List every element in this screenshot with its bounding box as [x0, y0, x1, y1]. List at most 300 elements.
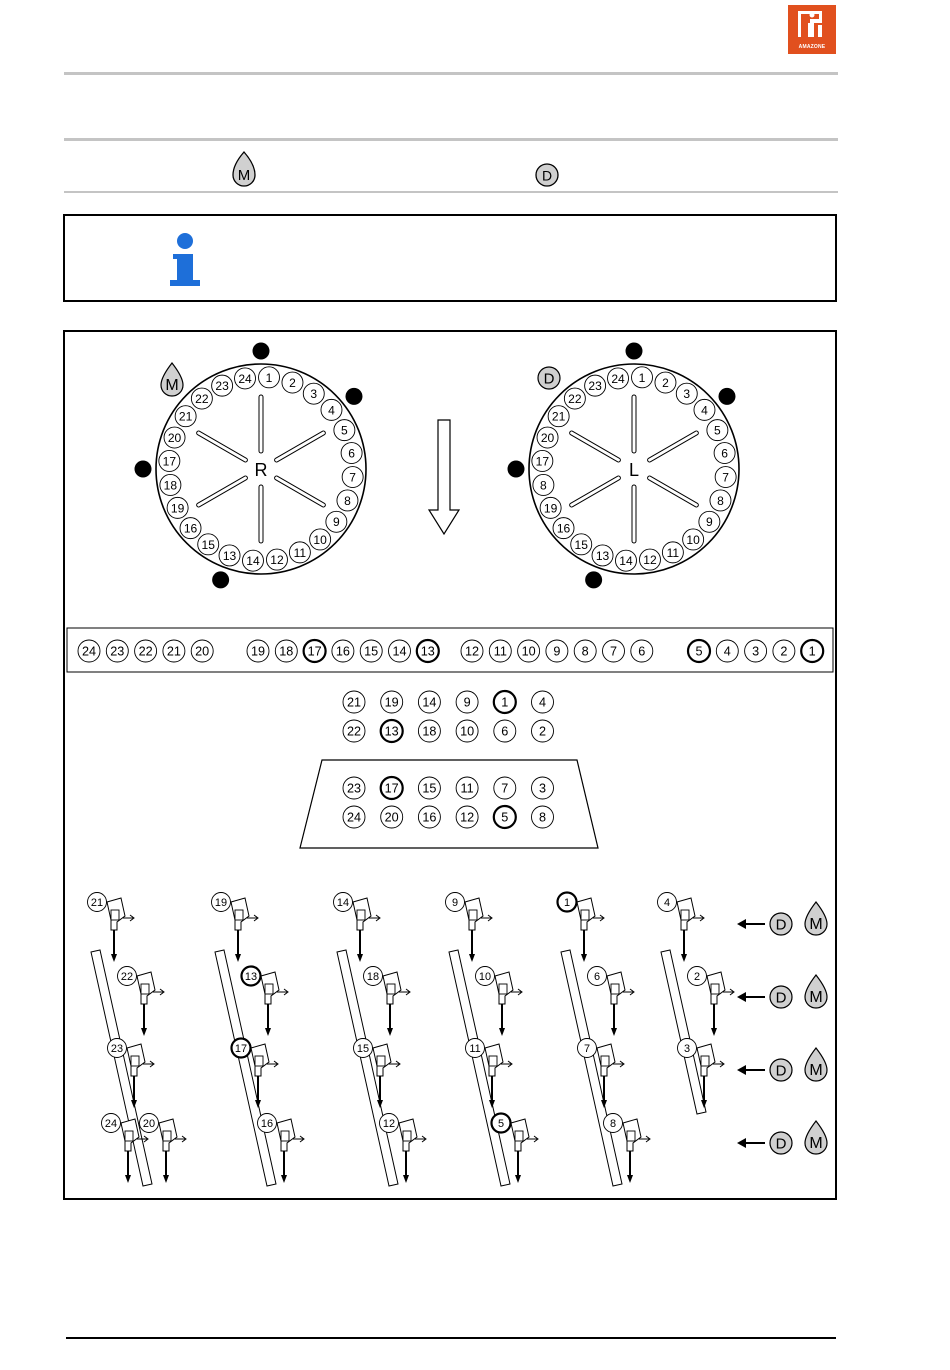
side-marker-d: [770, 1132, 792, 1154]
seed-grid-hopper-cell-label: 16: [422, 810, 437, 825]
outlet-label: 6: [348, 446, 355, 461]
outlet-label: 20: [540, 430, 555, 445]
outlet: [564, 388, 585, 409]
seed-grid-top-cell: [532, 720, 554, 742]
outlet: [571, 534, 592, 555]
seed-grid-hopper-cell: [532, 806, 554, 828]
outlet-label: 8: [717, 493, 724, 508]
row-strip-cell: [801, 640, 823, 662]
row-strip-cell: [518, 640, 540, 662]
outlet: [715, 467, 736, 488]
outlet-shutoff-dot: [585, 571, 602, 588]
outlet: [191, 388, 212, 409]
row-strip-cell: [304, 640, 326, 662]
legend-d-symbol: [534, 162, 560, 188]
seed-grid-hopper-cell-label: 11: [460, 781, 474, 796]
row-strip-cell: [716, 640, 738, 662]
outlet-label: 7: [722, 470, 730, 485]
outlet-label: 14: [619, 554, 633, 569]
side-marker-m: [805, 902, 827, 935]
row-strip-cell: [106, 640, 128, 662]
coulter-unit-number: [476, 967, 495, 986]
outlet-label: 22: [568, 391, 582, 406]
coulter-unit: [231, 898, 258, 962]
seed-grid-top-cell-label: 13: [384, 724, 399, 739]
outlet: [707, 420, 728, 441]
row-strip-cell: [247, 640, 269, 662]
outlet: [326, 511, 347, 532]
seed-grid-top-cell-label: 21: [346, 695, 362, 710]
row-strip-cell: [163, 640, 185, 662]
seed-grid-hopper-cell-label: 3: [538, 781, 547, 796]
seed-grid-top-cell: [494, 720, 516, 742]
outlet-label: 24: [611, 371, 625, 386]
row-strip-cell-label: 4: [723, 644, 731, 659]
outlet-label: 13: [595, 548, 610, 563]
row-strip-cell: [461, 640, 483, 662]
outlet: [321, 399, 342, 420]
row-strip-cell-label: 2: [780, 644, 788, 659]
row-strip-cell: [745, 640, 767, 662]
coulter-unit: [465, 898, 492, 962]
seed-grid-hopper-cell-label: 23: [346, 781, 362, 796]
right-head-marker-m-label: M: [165, 377, 179, 394]
outlet: [334, 420, 355, 441]
outlet-label: 12: [643, 553, 657, 568]
coulter-unit-number: [466, 1039, 485, 1058]
outlet-label: 24: [238, 371, 252, 386]
legend-m-symbol: [230, 150, 258, 190]
row-strip-cell: [135, 640, 157, 662]
seed-grid-top-cell-label: 2: [538, 724, 547, 739]
outlet: [282, 372, 303, 393]
seed-grid-top-cell: [532, 691, 554, 713]
legend-m-label: M: [237, 167, 251, 184]
coulter-unit-number-label: 7: [583, 1042, 591, 1055]
outlet: [540, 497, 561, 518]
tractor-logo-icon: [788, 5, 836, 45]
row-strip-cell: [489, 640, 511, 662]
seed-grid-top-cell: [418, 691, 440, 713]
travel-direction-arrow-icon: [429, 420, 459, 534]
seed-grid-top-cell-label: 6: [501, 724, 509, 739]
coulter-unit-number-label: 16: [260, 1117, 274, 1130]
coulter-unit-number: [212, 893, 231, 912]
outlet-label: 5: [341, 423, 348, 438]
side-marker-d-label: D: [775, 1135, 787, 1153]
outlet: [160, 474, 181, 495]
outlet-label: 14: [246, 554, 260, 569]
outlet-label: 19: [170, 501, 185, 516]
outlet: [710, 490, 731, 511]
row-strip-cell-label: 10: [521, 644, 536, 659]
outlet: [655, 372, 676, 393]
row-strip-cell: [546, 640, 568, 662]
seed-grid-top-cell: [456, 691, 478, 713]
row-strip-cell-label: 9: [553, 644, 561, 659]
coulter-unit-number-label: 19: [214, 896, 228, 909]
outlet: [342, 467, 363, 488]
coulter-unit-number: [558, 893, 577, 912]
arrow-left-icon: [737, 992, 746, 1002]
outlet-label: 20: [167, 430, 182, 445]
outlet: [553, 518, 574, 539]
seed-grid-hopper-cell-label: 12: [460, 810, 475, 825]
right-head-marker-m: [161, 363, 183, 396]
coulter-unit: [707, 972, 734, 1036]
seed-grid-top-cell-label: 22: [346, 724, 362, 739]
coulter-unit: [261, 972, 288, 1036]
coulter-unit-number-label: 10: [478, 970, 492, 983]
row-strip-cell-label: 12: [464, 644, 480, 659]
outlet-label: 9: [706, 515, 713, 530]
outlet: [198, 534, 219, 555]
seed-grid-hopper-cell: [343, 806, 365, 828]
seed-grid-top-cell: [343, 691, 365, 713]
distributor-left-label: L: [628, 460, 640, 480]
coulter-unit-number-label: 11: [469, 1042, 481, 1055]
outlet: [219, 545, 240, 566]
row-strip-cell-label: 21: [166, 644, 181, 659]
row-strip-cell-label: 19: [250, 644, 266, 659]
coulter-unit: [607, 972, 634, 1036]
outlet: [585, 375, 606, 396]
row-strip-cell-label: 3: [752, 644, 760, 659]
seed-grid-hopper-cell-label: 20: [384, 810, 399, 825]
distribution-diagram: [65, 332, 835, 1198]
outlet-label: 6: [721, 446, 728, 461]
outlet-label: 1: [265, 370, 273, 385]
outlet-label: 21: [551, 409, 566, 424]
row-strip-cell-label: 1: [808, 644, 816, 659]
coulter-unit: [677, 898, 704, 962]
outlet: [341, 443, 362, 464]
seed-grid-hopper-cell: [418, 806, 440, 828]
row-strip-cell-label: 23: [110, 644, 125, 659]
outlet: [537, 427, 558, 448]
seed-grid-hopper-cell: [418, 777, 440, 799]
seed-grid-top-cell-label: 14: [422, 695, 437, 710]
outlet-label: 23: [215, 379, 229, 394]
row-strip-cell: [332, 640, 354, 662]
coulter-unit-number: [678, 1039, 697, 1058]
coulter-unit-number-label: 6: [593, 970, 601, 983]
side-marker-m: [805, 1121, 827, 1154]
seed-grid-hopper-cell: [381, 806, 403, 828]
coulter-unit: [159, 1119, 186, 1183]
outlet-label: 22: [195, 391, 209, 406]
outlet: [699, 511, 720, 532]
seed-grid-hopper-cell-label: 15: [422, 781, 437, 796]
legend-d-label: D: [541, 167, 553, 184]
seed-grid-hopper-cell: [532, 777, 554, 799]
coulter-unit-number: [604, 1114, 623, 1133]
outlet-label: 23: [588, 379, 602, 394]
coulter-unit-number-label: 9: [451, 896, 459, 909]
outlet: [632, 367, 653, 388]
seed-grid-top-cell-label: 18: [422, 724, 437, 739]
row-strip-cell: [417, 640, 439, 662]
coulter-unit-number: [364, 967, 383, 986]
row-strip-cell: [389, 640, 411, 662]
outlet: [548, 406, 569, 427]
outlet: [533, 474, 554, 495]
outlet-label: 2: [289, 375, 296, 390]
outlet-label: 11: [293, 545, 307, 560]
coulter-unit-number-label: 5: [497, 1117, 505, 1130]
seed-grid-hopper-cell: [456, 806, 478, 828]
outlet-shutoff-dot: [135, 461, 152, 478]
row-strip-cell: [603, 640, 625, 662]
outlet: [167, 497, 188, 518]
outlet: [683, 529, 704, 550]
row-strip-cell-label: 24: [81, 644, 97, 659]
seed-grid-top-cell-label: 4: [538, 695, 547, 710]
seed-grid-top-cell: [418, 720, 440, 742]
side-marker-row: [737, 992, 765, 1002]
outlet-label: 19: [543, 501, 558, 516]
seed-grid-top-cell-label: 19: [384, 695, 399, 710]
row-strip-cell-label: 22: [138, 644, 153, 659]
side-marker-m: [805, 975, 827, 1008]
coulter-unit-number: [446, 893, 465, 912]
side-marker-m-label: M: [809, 1062, 823, 1079]
coulter-unit-number: [232, 1039, 251, 1058]
coulter-unit: [511, 1119, 538, 1183]
seed-grid-top-cell-label: 1: [501, 695, 509, 710]
outlet: [303, 383, 324, 404]
row-strip-cell-label: 13: [420, 644, 435, 659]
side-marker-m-label: M: [809, 916, 823, 933]
hopper-outline: [300, 760, 598, 848]
coulter-unit-number-label: 23: [110, 1042, 124, 1055]
coulter-unit-number: [88, 893, 107, 912]
row-strip-cell: [631, 640, 653, 662]
side-marker-m: [805, 1048, 827, 1081]
coulter-unit-number: [492, 1114, 511, 1133]
row-strip-cell-label: 11: [493, 644, 507, 659]
seed-grid-top-cell: [494, 691, 516, 713]
side-marker-m-label: M: [809, 1135, 823, 1152]
amazone-logo: [788, 5, 836, 54]
outlet-label: 2: [662, 375, 669, 390]
outlet: [532, 450, 553, 471]
outlet-label: 16: [556, 521, 571, 536]
coulter-unit-number-label: 13: [244, 970, 258, 983]
coulter-unit-number-label: 17: [234, 1042, 248, 1055]
left-head-marker-d-label: D: [543, 370, 555, 388]
coulter-unit-number: [688, 967, 707, 986]
outlet-shutoff-dot: [626, 343, 643, 360]
arrow-left-icon: [737, 1065, 746, 1075]
row-strip-cell-label: 16: [335, 644, 350, 659]
outlet-shutoff-dot: [253, 343, 270, 360]
seed-grid-top-cell-label: 9: [463, 695, 471, 710]
side-marker-row: [737, 1138, 765, 1148]
coulter-unit: [623, 1119, 650, 1183]
row-strip-cell: [78, 640, 100, 662]
outlet: [159, 450, 180, 471]
side-marker-d-label: D: [775, 989, 787, 1007]
seed-grid-hopper-cell: [343, 777, 365, 799]
coulter-unit-number-label: 3: [683, 1042, 691, 1055]
row-strip-cell: [773, 640, 795, 662]
side-marker-row: [737, 1065, 765, 1075]
outlet: [242, 550, 263, 571]
legend-rule-bottom: [64, 191, 838, 193]
coulter-unit: [399, 1119, 426, 1183]
outlet-label: 11: [666, 545, 680, 560]
coulter-unit-number: [334, 893, 353, 912]
row-strip-cell-label: 5: [695, 644, 703, 659]
outlet-label: 8: [344, 493, 351, 508]
coulter-unit: [137, 972, 164, 1036]
outlet: [175, 406, 196, 427]
side-marker-d: [770, 1059, 792, 1081]
outlet: [694, 399, 715, 420]
coulter-unit-number: [588, 967, 607, 986]
outlet: [592, 545, 613, 566]
coulter-unit-number-label: 1: [563, 896, 571, 909]
seed-grid-hopper-cell-label: 5: [501, 810, 509, 825]
outlet-label: 17: [535, 454, 550, 469]
row-strip-cell: [275, 640, 297, 662]
outlet: [289, 542, 310, 563]
outlet: [235, 368, 256, 389]
seed-grid-hopper-cell: [456, 777, 478, 799]
seed-grid-top-cell: [456, 720, 478, 742]
arrow-left-icon: [737, 1138, 746, 1148]
outlet-label: 13: [222, 548, 237, 563]
outlet: [310, 529, 331, 550]
row-strip-cell-label: 20: [195, 644, 210, 659]
outlet: [180, 518, 201, 539]
outlet-label: 7: [349, 470, 357, 485]
outlet: [259, 367, 280, 388]
seed-grid-top-cell: [381, 691, 403, 713]
row-strip-cell-label: 8: [581, 644, 589, 659]
outlet-label: 9: [333, 515, 340, 530]
outlet: [164, 427, 185, 448]
coulter-unit-number: [578, 1039, 597, 1058]
outlet-label: 3: [310, 387, 318, 402]
coulter-unit-number: [108, 1039, 127, 1058]
coulter-unit-number: [658, 893, 677, 912]
outlet: [266, 549, 287, 570]
coulter-unit-number-label: 21: [90, 896, 104, 909]
outlet: [662, 542, 683, 563]
outlet-label: 18: [163, 478, 178, 493]
coulter-unit-number: [140, 1114, 159, 1133]
legend-rule-top: [64, 138, 838, 141]
row-strip-cell-label: 6: [638, 644, 646, 659]
outlet-label: 17: [162, 454, 177, 469]
left-head-marker-d: [538, 367, 560, 389]
outlet-shutoff-dot: [212, 571, 229, 588]
seed-grid-hopper-cell-label: 7: [501, 781, 509, 796]
top-rule: [64, 72, 838, 75]
outlet-label: 4: [701, 403, 708, 418]
outlet-label: 1: [638, 370, 646, 385]
seed-grid-hopper-cell-label: 17: [384, 781, 399, 796]
row-strip-cell: [688, 640, 710, 662]
seed-grid-top-cell: [343, 720, 365, 742]
outlet-label: 21: [178, 409, 193, 424]
side-marker-d: [770, 986, 792, 1008]
outlet: [337, 490, 358, 511]
outlet-label: 8: [540, 478, 547, 493]
coulter-unit-number-label: 15: [356, 1042, 370, 1055]
arrow-left-icon: [737, 919, 746, 929]
outlet: [639, 549, 660, 570]
coulter-unit-number-label: 24: [104, 1117, 118, 1130]
side-marker-d-label: D: [775, 916, 787, 934]
logo-wordmark: AMAZONE: [798, 44, 826, 50]
side-marker-d: [770, 913, 792, 935]
seed-grid-hopper-cell: [494, 777, 516, 799]
coulter-unit-number-label: 12: [382, 1117, 396, 1130]
coulter-unit-number-label: 22: [120, 970, 134, 983]
seed-grid-hopper-cell: [381, 777, 403, 799]
coulter-unit-number-label: 14: [336, 896, 350, 909]
coulter-unit: [353, 898, 380, 962]
side-marker-row: [737, 919, 765, 929]
outlet: [615, 550, 636, 571]
coulter-unit-number: [258, 1114, 277, 1133]
outlet-shutoff-dot: [345, 388, 362, 405]
outlet-label: 4: [328, 403, 335, 418]
outlet-label: 10: [686, 532, 700, 547]
coulter-unit-number-label: 20: [142, 1117, 156, 1130]
side-marker-d-label: D: [775, 1062, 787, 1080]
info-icon: [170, 233, 200, 287]
seed-grid-top-cell-label: 10: [460, 724, 475, 739]
row-strip-cell-label: 14: [392, 644, 407, 659]
side-marker-m-label: M: [809, 989, 823, 1006]
row-strip-cell: [191, 640, 213, 662]
outlet: [676, 383, 697, 404]
coulter-unit: [107, 898, 134, 962]
coulter-unit: [495, 972, 522, 1036]
row-strip-cell-label: 18: [279, 644, 294, 659]
coulter-unit: [383, 972, 410, 1036]
coulter-unit-number-label: 8: [609, 1117, 617, 1130]
coulter-unit-number: [380, 1114, 399, 1133]
seed-grid-top-cell: [381, 720, 403, 742]
outlet-label: 16: [183, 521, 198, 536]
coulter-unit: [577, 898, 604, 962]
coulter-unit-number: [354, 1039, 373, 1058]
seed-grid-hopper-cell: [494, 806, 516, 828]
outlet: [212, 375, 233, 396]
coulter-unit: [277, 1119, 304, 1183]
footer-rule: [66, 1337, 836, 1339]
coulter-unit-number-label: 18: [366, 970, 380, 983]
outlet-label: 3: [683, 387, 691, 402]
row-strip-cell: [360, 640, 382, 662]
row-strip-cell-label: 7: [609, 644, 618, 659]
seed-distribution-figure: [63, 330, 837, 1200]
row-strip-cell-label: 17: [307, 644, 322, 659]
coulter-unit-number: [242, 967, 261, 986]
seed-grid-hopper-cell-label: 8: [538, 810, 547, 825]
row-strip-cell: [574, 640, 596, 662]
outlet-label: 10: [313, 532, 327, 547]
outlet-shutoff-dot: [508, 461, 525, 478]
outlet: [714, 443, 735, 464]
outlet-label: 5: [714, 423, 721, 438]
outlet: [608, 368, 629, 389]
